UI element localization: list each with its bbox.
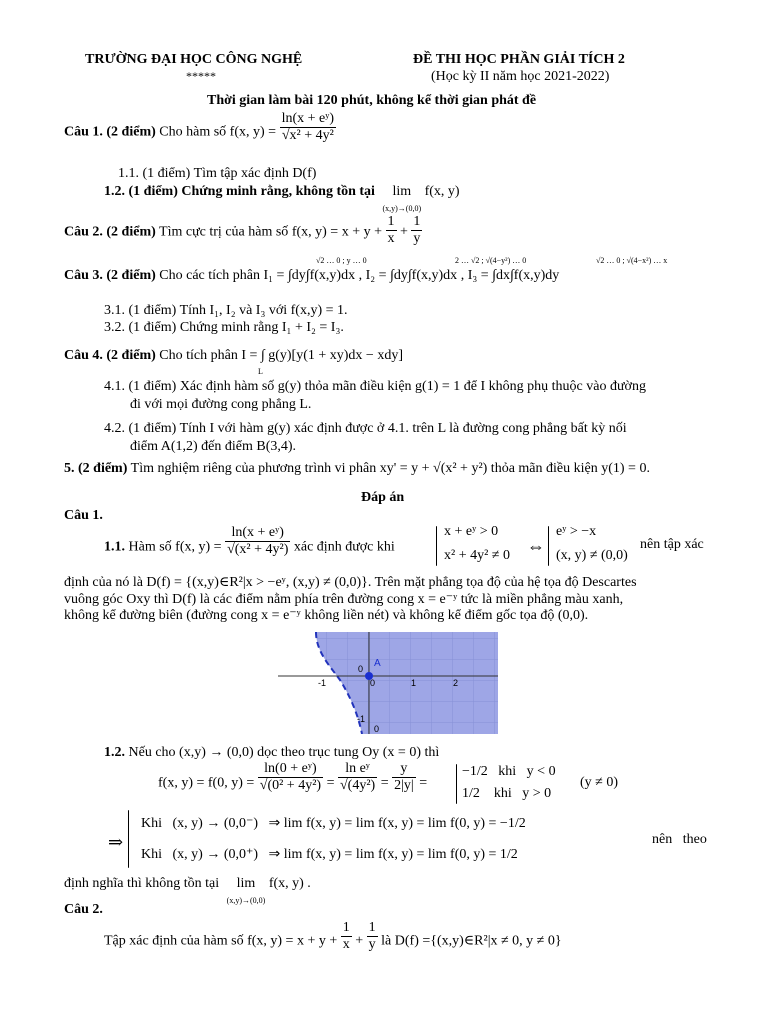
q3-i1-limits: √2 … 0 ; y … 0 (316, 256, 367, 265)
a12-frac1: $\frac{\text{ln(0 + eʸ)}}{\text{√(0² + 4y²)}}$ (259, 761, 322, 793)
a2-frac-y: $\frac{1}{y}$ (368, 920, 376, 952)
answers-title: Đáp án (361, 490, 405, 505)
q5-label: 5. (2 điểm) (64, 461, 128, 476)
q3-block (64, 268, 559, 284)
tick-y-neg1: -1 (357, 714, 366, 724)
tick-x2: 2 (453, 678, 459, 688)
a12-eq-row: f(x, y) = f(0, y) = $\frac{\text{ln(0 + eʸ)}}{\text{√(0² + 4y²)}}$ = $\frac{\text{ln eʸ}}{\text{√(4y²)}}$ = $\frac{y}{2|y|}$ = (158, 761, 428, 793)
q1-lim-f: f(x, y) (424, 184, 460, 199)
q1-part2-row (104, 184, 460, 216)
q2-label: Câu 2. (2 điểm) (64, 224, 156, 240)
q3-part1: 3.1. (1 điểm) Tính I₁, I₂ và I₃ với f(x,y) = 1. (104, 303, 348, 318)
q3-label: Câu 3. (2 điểm) (64, 268, 156, 283)
q3-i2: , I₂ = ∫dy∫f(x,y)dx (358, 268, 458, 283)
q4-part2b: điểm A(1,2) đến điểm B(3,4). (130, 439, 297, 454)
case-1: −1/2 khi y < 0 (462, 764, 556, 779)
a11-fraction: $\frac{\text{ln(x + eʸ)}}{\text{√(x² + 4y²)}}$ (227, 525, 289, 557)
q1-lim: lim (392, 184, 412, 199)
a2-tail: là D(f) ={(x,y)∈R²|x ≠ 0, y ≠ 0} (381, 933, 562, 949)
sys1-b: x² + 4y² ≠ 0 (444, 548, 510, 563)
q2-frac-x: $\frac{1}{x}$ (387, 214, 395, 246)
q1-fraction (280, 111, 336, 144)
q5-block (64, 461, 650, 477)
iff-symbol: ⇔ (527, 536, 545, 556)
q1-text: Cho hàm số (159, 124, 227, 140)
tick-y0: 0 (358, 664, 364, 674)
a11-when: xác định được khi (293, 539, 395, 555)
domain-graph-svg (278, 632, 498, 734)
a12-frac2: $\frac{\text{ln eʸ}}{\text{√(4y²)}}$ (339, 761, 376, 793)
q2-text: Tìm cực trị của hàm số (159, 224, 289, 240)
domain-graph (278, 632, 498, 734)
q1-den: √x² + 4y² (281, 128, 334, 143)
q2-func: f(x, y) = x + y + (291, 224, 382, 240)
a12-row (104, 745, 439, 761)
limit-case-1: Khi (x, y) → (0,0⁻) ⇒ lim f(x, y) = lim f(x, y) = lim f(0, y) = −1/2 (141, 816, 526, 831)
q2-plus: + (400, 224, 408, 240)
q1-part1: 1.1. (1 điểm) Tìm tập xác định D(f) (118, 166, 317, 181)
case-brace (456, 764, 457, 804)
a11-text: Hàm số (128, 539, 172, 555)
q1-label: Câu 1. (2 điểm) (64, 124, 156, 140)
q3-i3: , I₃ = ∫dx∫f(x,y)dy (460, 268, 560, 283)
school-name: TRƯỜNG ĐẠI HỌC CÔNG NGHỆ (85, 52, 303, 67)
a12-conclusion: định nghĩa thì không tồn tại lim (x,y)→(0,0) f(x, y) . (64, 876, 311, 905)
q2-frac-y: $\frac{1}{y}$ (413, 214, 421, 246)
implies-arrow: ⇒ (108, 832, 124, 852)
sys2-a: eʸ > −x (556, 524, 597, 539)
answer-c1-label: Câu 1. (64, 508, 103, 523)
a2-frac-x: $\frac{1}{x}$ (342, 920, 350, 952)
a12-text: Nếu cho (x,y) → (0,0) dọc theo trục tung Oy (x = 0) thì (128, 745, 440, 760)
q4-block (64, 348, 403, 364)
answer-c2-label: Câu 2. (64, 902, 103, 917)
sys2-b: (x, y) ≠ (0,0) (556, 548, 628, 563)
tick-bottom: 0 (374, 724, 380, 734)
q2-block (64, 214, 422, 247)
a2-func: f(x, y) = x + y + (247, 933, 338, 949)
q5-text: Tìm nghiệm riêng của phương trình vi phân xy' = y + √(x² + y²) thỏa mãn điều kiện y(1) = 0. (130, 461, 650, 476)
case-2: 1/2 khi y > 0 (462, 786, 552, 801)
q3-i3-limits: √2 … 0 ; √(4−x²) … x (596, 256, 668, 265)
a2-row: Tập xác định của hàm số f(x, y) = x + y + $\frac{1}{x}$ + $\frac{1}{y}$ là D(f) ={(x,y)∈R²|x ≠ 0, y ≠ 0} (104, 920, 562, 952)
q3-text: Cho các tích phân (159, 268, 260, 283)
a2-text: Tập xác định của hàm số (104, 933, 244, 949)
limit-case-2: Khi (x, y) → (0,0⁺) ⇒ lim f(x, y) = lim f(x, y) = lim f(0, y) = 1/2 (141, 847, 518, 862)
a11-para2: vuông góc Oxy thì D(f) là các điểm nằm phía trên đường cong x = e⁻ʸ tức là miền phẳng màu xanh, (64, 592, 624, 607)
limit-tail: nên theo (652, 832, 707, 847)
a12-frac3: $\frac{y}{2|y|}$ (394, 761, 414, 793)
q4-text: Cho tích phân (159, 348, 238, 363)
semester: (Học kỳ II năm học 2021-2022) (431, 69, 610, 84)
q1-lim-sub: (x,y)→(0,0) (382, 204, 422, 213)
q4-part2a: 4.2. (1 điểm) Tính I với hàm g(y) xác định được ở 4.1. trên L là đường cong phẳng bất kỳ nối (104, 421, 627, 436)
q1-func-lhs: f(x, y) = (229, 124, 277, 140)
sys2-brace (548, 526, 549, 566)
q4-label: Câu 4. (2 điểm) (64, 348, 156, 363)
q3-part2: 3.2. (1 điểm) Chứng minh rằng I₁ + I₂ = I₃. (104, 320, 344, 335)
a11-para3: không kể đường biên (đường cong x = e⁻ʸ không liền nét) và không kể điểm gốc tọa độ (0,0). (64, 608, 589, 623)
q4-part1b: đi với mọi đường cong phẳng L. (130, 397, 312, 412)
time-note: Thời gian làm bài 120 phút, không kể thời gian phát đề (207, 93, 537, 108)
q4-sub: L (258, 367, 263, 376)
tick-x1: 1 (411, 678, 417, 688)
q1-num: ln(x + eʸ) (281, 111, 335, 126)
tick-x0: 0 (370, 678, 376, 688)
a12-eq: f(x, y) = f(0, y) = (158, 775, 255, 791)
q4-part1a: 4.1. (1 điểm) Xác định hàm số g(y) thỏa mãn điều kiện g(1) = 1 để I không phụ thuộc vào đường (104, 379, 646, 394)
sys1-brace (436, 526, 437, 566)
limit-brace (128, 810, 129, 868)
case-cond: (y ≠ 0) (580, 775, 619, 790)
exam-title: ĐỀ THI HỌC PHẦN GIẢI TÍCH 2 (413, 52, 625, 67)
a11-label: 1.1. (104, 539, 125, 555)
q4-integral: I = ∫ g(y)[y(1 + xy)dx − xdy] (241, 348, 403, 363)
a12-label: 1.2. (104, 745, 125, 760)
q3-i2-limits: 2 … √2 ; √(4−y²) … 0 (455, 256, 527, 265)
header-stars: ***** (186, 69, 216, 83)
q3-i1: I₁ = ∫dy∫f(x,y)dx (263, 268, 356, 283)
tick-x-neg1: -1 (318, 678, 327, 688)
a11-row (104, 525, 395, 558)
a11-tail: nên tập xác (640, 537, 704, 552)
q1-block (64, 111, 336, 144)
point-label-a: A (374, 658, 381, 669)
a11-func: f(x, y) = (175, 539, 222, 555)
sys1-a: x + eʸ > 0 (444, 524, 499, 539)
a11-para1: định của nó là D(f) = {(x,y)∈R²|x > −eʸ, (x,y) ≠ (0,0)}. Trên mặt phẳng tọa độ của hệ tọa độ Descartes (64, 575, 637, 590)
q1-part2: 1.2. (1 điểm) Chứng minh rằng, không tồn tại (104, 184, 375, 199)
